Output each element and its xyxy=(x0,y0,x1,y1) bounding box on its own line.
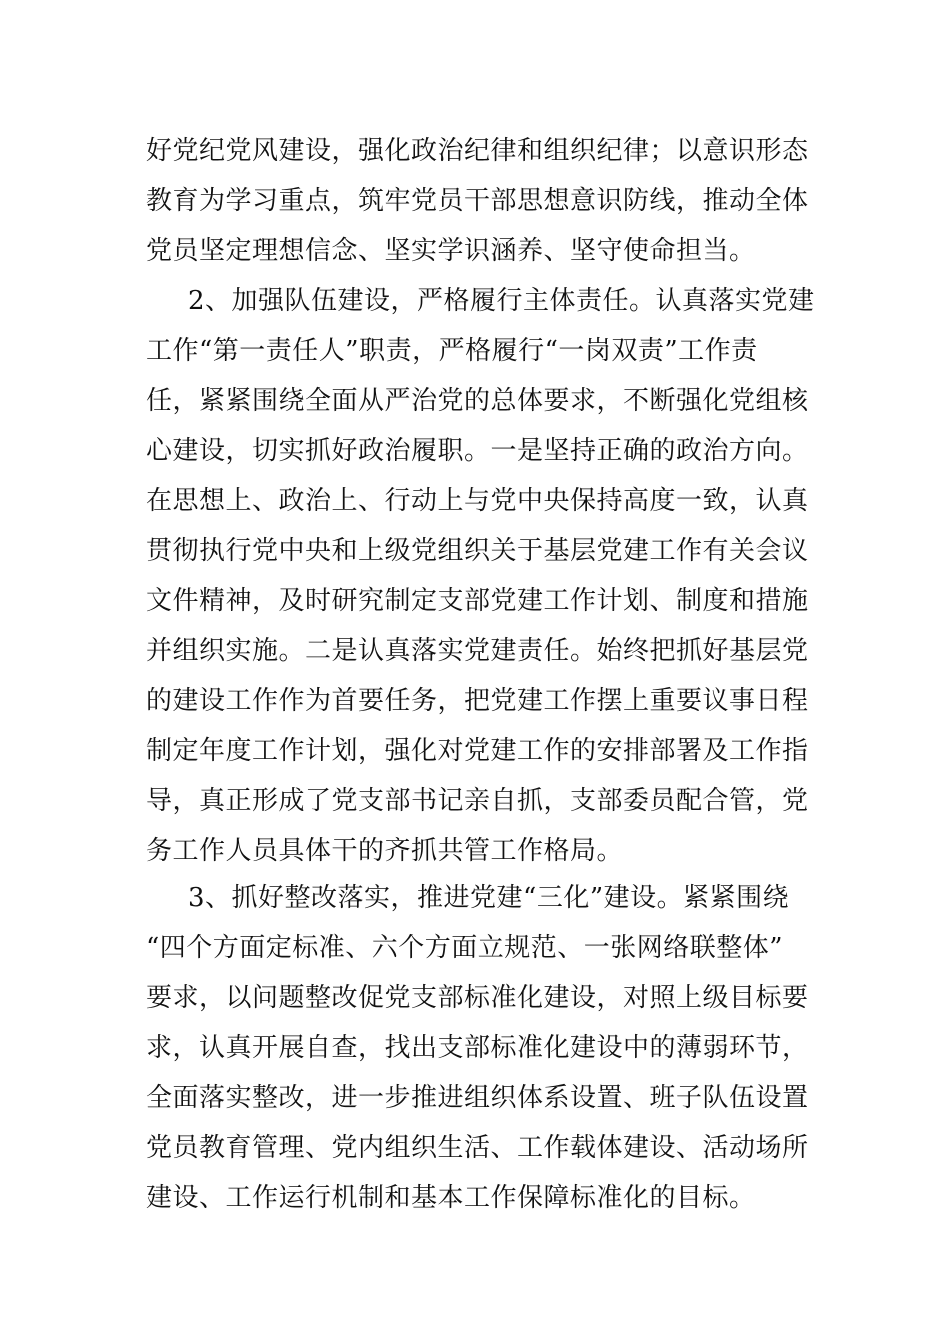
text-line: 贯彻执行党中央和上级党组织关于基层党建工作有关会议 xyxy=(146,536,809,566)
text-line: 文件精神，及时研究制定支部党建工作计划、制度和措施 xyxy=(146,586,809,616)
text-line: 教育为学习重点，筑牢党员干部思想意识防线，推动全体 xyxy=(146,186,809,216)
text-line: 求，认真开展自查，找出支部标准化建设中的薄弱环节， xyxy=(146,1033,809,1063)
text-line: 建设、工作运行机制和基本工作保障标准化的目标。 xyxy=(146,1183,756,1213)
text-line: 全面落实整改，进一步推进组织体系设置、班子队伍设置 xyxy=(146,1083,809,1113)
text-line: 制定年度工作计划，强化对党建工作的安排部署及工作指 xyxy=(146,736,809,766)
text-line: 在思想上、政治上、行动上与党中央保持高度一致，认真 xyxy=(146,486,809,516)
text-line: 心建设，切实抓好政治履职。一是坚持正确的政治方向。 xyxy=(146,436,809,466)
text-line: 务工作人员具体干的齐抓共管工作格局。 xyxy=(146,836,624,866)
paragraph-start-line: 2、加强队伍建设，严格履行主体责任。认真落实党建 xyxy=(188,286,815,316)
text-line: 好党纪党风建设，强化政治纪律和组织纪律；以意识形态 xyxy=(146,136,809,166)
text-line: 党员坚定理想信念、坚实学识涵养、坚守使命担当。 xyxy=(146,236,756,266)
text-line: 并组织实施。二是认真落实党建责任。始终把抓好基层党 xyxy=(146,636,809,666)
text-line: 工作“第一责任人”职责，严格履行“一岗双责”工作责 xyxy=(146,336,758,366)
text-line: 要求，以问题整改促党支部标准化建设，对照上级目标要 xyxy=(146,983,809,1013)
paragraph-start-line: 3、抓好整改落实，推进党建“三化”建设。紧紧围绕 xyxy=(188,883,790,913)
text-line: 任，紧紧围绕全面从严治党的总体要求，不断强化党组核 xyxy=(146,386,809,416)
text-line: “四个方面定标准、六个方面立规范、一张网络联整体” xyxy=(146,933,784,963)
text-line: 导，真正形成了党支部书记亲自抓，支部委员配合管，党 xyxy=(146,786,809,816)
text-line: 党员教育管理、党内组织生活、工作载体建设、活动场所 xyxy=(146,1133,809,1163)
text-line: 的建设工作作为首要任务，把党建工作摆上重要议事日程 xyxy=(146,686,809,716)
